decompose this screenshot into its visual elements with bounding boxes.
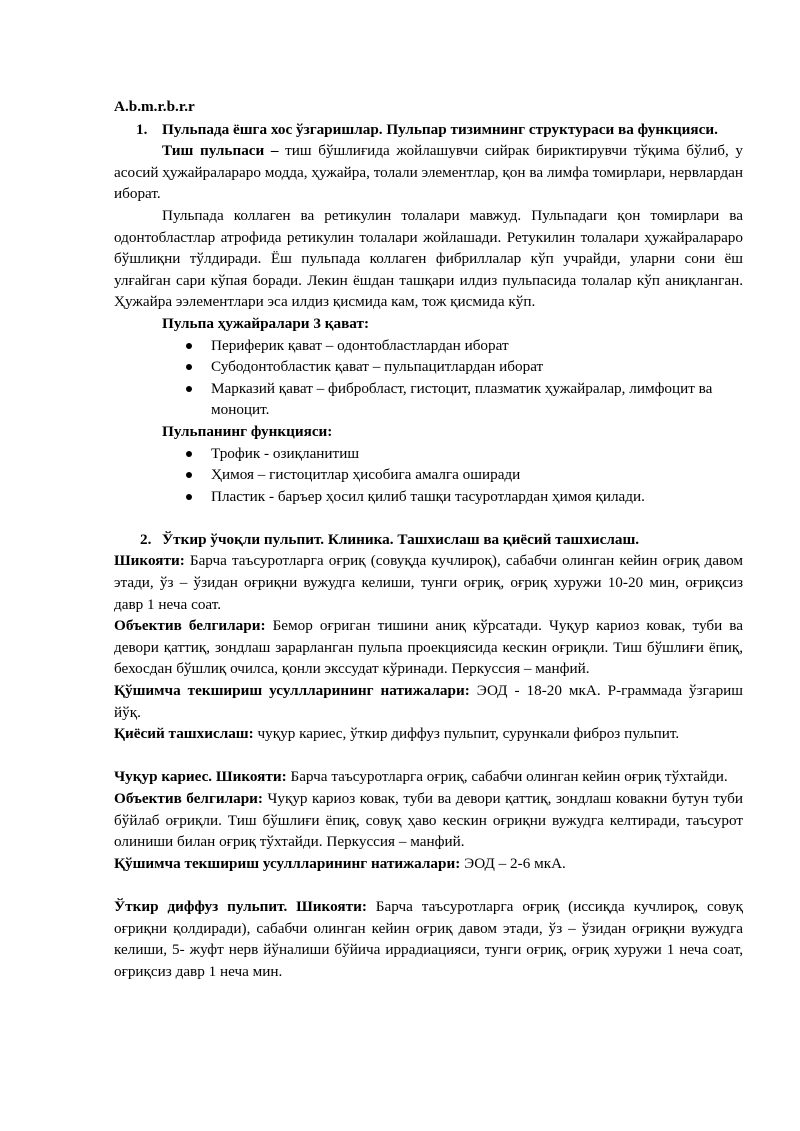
bullet-icon <box>186 494 192 500</box>
list-item: Трофик - озиқланитиш <box>184 443 743 465</box>
bullet-icon <box>186 343 192 349</box>
pulp-definition-term: Тиш пульпаси – <box>162 142 279 160</box>
deep-caries-complaints: Чуқур кариес. Шикояти: Барча таъсуротларга оғриқ, сабабчи олинган кейин оғриқ тўхтайди. <box>114 768 728 786</box>
document-header: A.b.m.r.b.r.r <box>114 98 195 115</box>
bullet-icon <box>186 386 192 392</box>
pulp-definition-text: тиш бўшлиғида жойлашувчи сийрак бириктирувчи тўқима бўлиб, у асосий ҳужайралараро модда, ҳужайра, толали элементлар, қон ва лимфа томирлари, нервлардан иборат. <box>114 142 743 203</box>
section-2-number: 2. <box>140 530 152 548</box>
spacer <box>114 874 743 896</box>
diffuse-pulpitis-complaints: Ўткир диффуз пульпит. Шикояти: Барча таъсуротларга оғриқ (иссиқда кучлироқ, совуқ оғриқни қолдиради), сабабчи олинган кейин оғриқ давом этади, ўз – ўзидан оғриқни вужудга келиши, 5- жуфт нерв йўналиши бўйича иррадиацияси, тунги оғриқ, оғриқ хуружи 1 неча соат, оғриқсиз давр 1 неча мин. <box>114 897 743 980</box>
section-2-title: Ўткир ўчоқли пульпит. Клиника. Ташхислаш ва қиёсий ташхислаш. <box>162 530 640 548</box>
focal-pulpitis-extra-tests: Қўшимча текшириш усуллларининг натижалари: ЭОД - 18-20 мкА. Р-граммада ўзгариш йўқ. <box>114 682 744 721</box>
bullet-icon <box>186 451 192 457</box>
list-item: Субодонтобластик қават – пульпацитлардан иборат <box>184 356 743 378</box>
spacer <box>114 507 743 529</box>
focal-pulpitis-differential: Қиёсий ташхислаш: чуқур кариес, ўткир диффуз пульпит, сурункали фиброз пульпит. <box>114 725 680 743</box>
focal-pulpitis-complaints: Шикояти: Барча таъсуротларга оғриқ (совуқда кучлироқ), сабабчи олинган кейин оғриқ давом этади, ўз – ўзидан оғриқни вужудга келиши, тунги оғриқ, оғриқ хуружи 10-20 мин, оғриқсиз давр 1 неча соат. <box>114 552 743 613</box>
list-item: Периферик қават – одонтобластлардан иборат <box>184 335 743 357</box>
pulp-functions-title: Пульпанинг функцияси: <box>162 422 333 440</box>
section-1-title: Пульпада ёшга хос ўзгаришлар. Пульпар тизимнинг структураси ва функцияси. <box>162 120 718 138</box>
pulp-layers-title: Пульпа ҳужайралари 3 қават: <box>162 314 370 332</box>
section-1-heading <box>136 119 743 141</box>
pulp-functions-list <box>114 443 743 508</box>
list-item: Пластик - баръер ҳосил қилиб ташқи тасуротлардан ҳимоя қилади. <box>184 486 743 508</box>
pulp-layers-list <box>114 335 743 421</box>
spacer <box>114 745 743 767</box>
list-item: Ҳимоя – гистоцитлар ҳисобига амалга оширади <box>184 464 743 486</box>
pulp-fibers-paragraph: Пульпада коллаген ва ретикулин толалари мавжуд. Пульпадаги қон томирлари ва одонтобластлар атрофида ретикулин толалари жойлашади. Ретукилин толалари ҳужайралараро бўшлиқни тўлдиради. Ёш пульпада коллаген фибриллалар кўп учрайди, уларни сони ёш улғайган сари кўпая боради. Лекин ёшдан ташқари илдиз пульпасида толалар кўп аниқланган. Ҳужайра ээлементлари эса илдиз қисмида кам, тож қисмида кўп. <box>114 206 743 311</box>
list-item: Марказий қават – фибробласт, гистоцит, плазматик ҳужайралар, лимфоцит ва моноцит. <box>184 378 743 421</box>
focal-pulpitis-objective: Объектив белгилари: Бемор оғриган тишини аниқ кўрсатади. Чуқур кариоз ковак, туби ва девори қаттиқ, зондлаш зарарланган пульпа проекциясида кескин оғриқли. Тиш бўшлиғи ёпиқ, бехосдан бўшлиқ очилса, қонли экссудат кўринади. Перкуссия – манфий. <box>114 617 743 678</box>
pulp-definition-paragraph <box>114 140 743 205</box>
section-2-heading <box>140 529 743 551</box>
bullet-icon <box>186 472 192 478</box>
section-1-number: 1. <box>136 120 148 138</box>
deep-caries-objective: Объектив белгилари: Чуқур кариоз ковак, туби ва девори қаттиқ, зондлаш ковакни бутун туби бўйлаб оғриқли. Тиш бўшлиғи ёпиқ, совуқ ҳаво кескин оғриқни вужудга келтиради, таъсурот олиниши билан оғриқ тўхтайди. Перкуссия – манфий. <box>114 790 743 851</box>
bullet-icon <box>186 364 192 370</box>
deep-caries-extra-tests: Қўшимча текшириш усуллларининг натижалари: ЭОД – 2-6 мкА. <box>114 854 566 872</box>
